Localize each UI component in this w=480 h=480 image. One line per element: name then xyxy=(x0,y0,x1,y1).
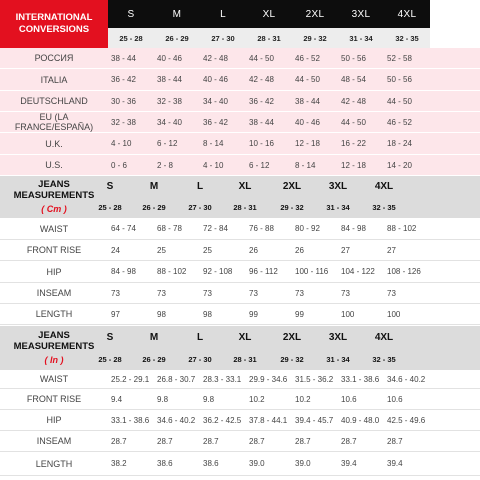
size-header-l xyxy=(200,0,246,48)
table-cell: 28.7 xyxy=(341,436,357,446)
table-cell: 44 - 50 xyxy=(249,53,274,63)
section-size-label: 2XL xyxy=(282,331,302,343)
size-label: XL xyxy=(246,0,292,28)
table-cell: 38 - 44 xyxy=(249,117,274,127)
table-cell: 33.1 - 38.6 xyxy=(111,415,150,425)
measurement-label: WAIST xyxy=(39,374,69,384)
table-cell: 99 xyxy=(295,309,304,319)
table-cell: 4 - 10 xyxy=(203,160,224,170)
section-size-label: L xyxy=(196,181,204,192)
table-cell: 28.7 xyxy=(249,436,265,446)
table-cell: 16 - 22 xyxy=(341,139,366,148)
measurement-label: FRONT RISE xyxy=(26,394,82,404)
table-cell: 25 xyxy=(157,245,166,255)
table-cell: 25 xyxy=(203,245,212,255)
table-cell: 44 - 50 xyxy=(387,96,412,106)
table-cell: 33.1 - 38.6 xyxy=(341,374,380,384)
table-cell: 42.5 - 49.6 xyxy=(387,415,426,425)
size-header-2xl xyxy=(292,0,338,48)
table-cell: 18 - 24 xyxy=(387,139,412,148)
table-cell: 28.3 - 33.1 xyxy=(203,374,242,384)
table-cell: 42 - 48 xyxy=(341,96,366,106)
section-size-range: 29 - 32 xyxy=(280,203,304,212)
table-cell: 8 - 14 xyxy=(295,160,316,170)
section-unit: ( In ) xyxy=(44,355,64,366)
table-cell: 26 xyxy=(295,245,304,255)
size-header-xl xyxy=(246,0,292,48)
table-cell: 80 - 92 xyxy=(295,224,320,233)
section-size-label: S xyxy=(106,181,114,192)
table-cell: 97 xyxy=(111,309,120,319)
conversion-row-label: U.K. xyxy=(45,138,63,149)
measurement-label: INSEAM xyxy=(36,288,72,298)
table-cell: 73 xyxy=(111,288,120,298)
section-size-range: 26 - 29 xyxy=(142,203,166,212)
table-cell: 34 - 40 xyxy=(157,117,182,127)
table-cell: 38 - 44 xyxy=(157,75,182,84)
table-cell: 28.7 xyxy=(111,436,127,446)
table-cell: 26.8 - 30.7 xyxy=(157,374,196,384)
size-range: 26 - 29 xyxy=(154,28,200,48)
table-cell: 100 xyxy=(387,309,401,319)
table-cell: 26 xyxy=(249,245,258,255)
table-cell: 108 - 126 xyxy=(387,267,421,276)
table-cell: 38.6 xyxy=(203,459,219,468)
section-size-range: 32 - 35 xyxy=(372,354,396,364)
table-cell: 44 - 50 xyxy=(295,75,320,84)
table-cell: 12 - 18 xyxy=(295,139,320,148)
table-cell: 14 - 20 xyxy=(387,160,412,170)
section-size-range: 32 - 35 xyxy=(372,203,396,212)
table-cell: 27 xyxy=(341,245,350,255)
table-cell: 88 - 102 xyxy=(387,224,417,233)
cm-section-row-waist xyxy=(0,218,480,240)
table-cell: 73 xyxy=(249,288,258,298)
table-cell: 6 - 12 xyxy=(157,139,178,148)
table-cell: 40 - 46 xyxy=(157,53,182,63)
section-size-range: 26 - 29 xyxy=(142,354,166,364)
table-cell: 10.2 xyxy=(295,394,311,404)
section-size-range: 27 - 30 xyxy=(188,203,212,212)
table-cell: 34.6 - 40.2 xyxy=(157,415,196,425)
table-cell: 10.2 xyxy=(249,394,265,404)
table-cell: 34 - 40 xyxy=(203,96,228,106)
size-header-s xyxy=(108,0,154,48)
table-cell: 12 - 18 xyxy=(341,160,366,170)
table-cell: 27 xyxy=(387,245,396,255)
table-cell: 40 - 46 xyxy=(295,117,320,127)
table-cell: 32 - 38 xyxy=(111,117,136,127)
table-cell: 68 - 78 xyxy=(157,224,182,233)
size-label: L xyxy=(200,0,246,28)
conversion-row-label: EU (LA FRANCE/ESPAÑA) xyxy=(14,112,94,132)
section-size-label: 2XL xyxy=(282,181,302,192)
table-cell: 25.2 - 29.1 xyxy=(111,374,150,384)
conversion-row-label: ITALIA xyxy=(40,74,68,85)
table-cell: 6 - 12 xyxy=(249,160,270,170)
in-section-header xyxy=(0,326,480,370)
table-cell: 73 xyxy=(203,288,212,298)
intl-title-line-2: CONVERSIONS xyxy=(18,24,90,35)
table-cell: 30 - 36 xyxy=(111,96,136,106)
conversion-row-u-s xyxy=(0,155,480,176)
table-cell: 50 - 56 xyxy=(341,53,366,63)
table-cell: 104 - 122 xyxy=(341,267,375,276)
table-cell: 38.6 xyxy=(157,459,173,468)
table-cell: 92 - 108 xyxy=(203,267,233,276)
table-cell: 76 - 88 xyxy=(249,224,274,233)
size-range: 25 - 28 xyxy=(108,28,154,48)
section-size-range: 31 - 34 xyxy=(326,203,350,212)
table-cell: 36 - 42 xyxy=(111,75,136,84)
table-cell: 73 xyxy=(387,288,396,298)
table-cell: 42 - 48 xyxy=(203,53,228,63)
section-title-line-1: JEANS xyxy=(38,329,70,341)
table-cell: 28.7 xyxy=(387,436,403,446)
section-size-label: XL xyxy=(238,181,252,192)
conversion-row-label: РОССИЯ xyxy=(34,53,74,63)
table-cell: 100 xyxy=(341,309,355,319)
table-cell: 8 - 14 xyxy=(203,139,224,148)
measurement-label: HIP xyxy=(46,415,62,425)
section-size-label: L xyxy=(196,331,204,343)
table-cell: 24 xyxy=(111,245,120,255)
conversion-row-label: DEUTSCHLAND xyxy=(20,96,88,106)
section-title-line-2: MEASUREMENTS xyxy=(13,190,95,202)
table-cell: 10.6 xyxy=(387,394,403,404)
in-section-row-waist xyxy=(0,370,480,389)
size-label: S xyxy=(108,0,154,28)
in-section-row-front-rise xyxy=(0,389,480,410)
table-cell: 46 - 52 xyxy=(295,53,320,63)
table-cell: 9.8 xyxy=(203,394,215,404)
table-cell: 2 - 8 xyxy=(157,160,174,170)
table-cell: 39.4 - 45.7 xyxy=(295,415,334,425)
conversion-row-eu-la-france-espa-a xyxy=(0,112,480,133)
table-cell: 31.5 - 36.2 xyxy=(295,374,334,384)
table-cell: 36 - 42 xyxy=(203,117,228,127)
size-range: 32 - 35 xyxy=(384,28,430,48)
section-size-range: 28 - 31 xyxy=(233,203,257,212)
conversion-row-россия xyxy=(0,48,480,69)
table-cell: 28.7 xyxy=(203,436,219,446)
section-size-range: 25 - 28 xyxy=(98,203,122,212)
table-cell: 40 - 46 xyxy=(203,75,228,84)
intl-title-line-1: INTERNATIONAL xyxy=(15,12,93,24)
section-size-label: 4XL xyxy=(374,331,394,343)
table-cell: 39.0 xyxy=(295,459,311,468)
table-cell: 9.4 xyxy=(111,394,123,404)
measurement-label: INSEAM xyxy=(36,436,72,446)
cm-section-row-inseam xyxy=(0,283,480,304)
section-size-label: M xyxy=(149,181,159,192)
table-cell: 84 - 98 xyxy=(111,267,136,276)
conversion-row-label: U.S. xyxy=(45,160,63,170)
measurement-label: LENGTH xyxy=(35,309,73,319)
size-label: 3XL xyxy=(338,0,384,28)
table-cell: 36.2 - 42.5 xyxy=(203,415,242,425)
in-section-row-length xyxy=(0,452,480,476)
table-cell: 52 - 58 xyxy=(387,53,412,63)
table-cell: 100 - 116 xyxy=(295,267,329,276)
size-range: 27 - 30 xyxy=(200,28,246,48)
conversion-row-deutschland xyxy=(0,91,480,112)
table-cell: 99 xyxy=(249,309,258,319)
cm-section-header xyxy=(0,176,480,218)
section-size-range: 27 - 30 xyxy=(188,354,212,364)
section-unit: ( Cm ) xyxy=(41,204,67,215)
table-cell: 39.0 xyxy=(249,459,265,468)
table-cell: 39.4 xyxy=(341,459,357,468)
size-label: 2XL xyxy=(292,0,338,28)
table-cell: 64 - 74 xyxy=(111,224,136,233)
cm-section-row-length xyxy=(0,304,480,325)
table-cell: 29.9 - 34.6 xyxy=(249,374,288,384)
table-cell: 42 - 48 xyxy=(249,75,274,84)
table-cell: 36 - 42 xyxy=(249,96,274,106)
table-cell: 10 - 16 xyxy=(249,139,274,148)
section-size-range: 31 - 34 xyxy=(326,354,350,364)
table-cell: 84 - 98 xyxy=(341,224,366,233)
table-cell: 38 - 44 xyxy=(111,53,136,63)
table-cell: 32 - 38 xyxy=(157,96,182,106)
section-size-label: 3XL xyxy=(328,181,348,192)
section-size-range: 25 - 28 xyxy=(98,354,122,364)
table-cell: 50 - 56 xyxy=(387,75,412,84)
table-cell: 98 xyxy=(203,309,212,319)
table-cell: 73 xyxy=(295,288,304,298)
section-size-label: M xyxy=(149,331,159,343)
measurement-label: HIP xyxy=(46,266,62,277)
table-cell: 39.4 xyxy=(387,459,403,468)
cm-section-row-front-rise xyxy=(0,240,480,261)
table-cell: 46 - 52 xyxy=(387,117,412,127)
table-cell: 98 xyxy=(157,309,166,319)
size-label: 4XL xyxy=(384,0,430,28)
measurement-label: LENGTH xyxy=(35,458,73,469)
table-cell: 44 - 50 xyxy=(341,117,366,127)
table-cell: 96 - 112 xyxy=(249,267,278,276)
measurement-label: FRONT RISE xyxy=(26,245,82,255)
table-cell: 40.9 - 48.0 xyxy=(341,415,380,425)
table-cell: 48 - 54 xyxy=(341,75,366,84)
table-cell: 28.7 xyxy=(295,436,311,446)
section-size-range: 28 - 31 xyxy=(233,354,257,364)
table-cell: 28.7 xyxy=(157,436,173,446)
size-label: M xyxy=(154,0,200,28)
table-cell: 10.6 xyxy=(341,394,357,404)
in-section-row-hip xyxy=(0,410,480,431)
conversion-row-italia xyxy=(0,69,480,91)
size-range: 31 - 34 xyxy=(338,28,384,48)
table-cell: 9.8 xyxy=(157,394,169,404)
size-header-4xl xyxy=(384,0,430,48)
in-section-row-inseam xyxy=(0,431,480,452)
measurement-label: WAIST xyxy=(39,223,69,234)
section-title-line-1: JEANS xyxy=(38,178,70,190)
table-cell: 73 xyxy=(341,288,350,298)
size-range: 29 - 32 xyxy=(292,28,338,48)
table-cell: 4 - 10 xyxy=(111,139,132,148)
table-cell: 73 xyxy=(157,288,166,298)
table-cell: 0 - 6 xyxy=(111,160,128,170)
table-cell: 37.8 - 44.1 xyxy=(249,415,288,425)
table-cell: 72 - 84 xyxy=(203,224,228,233)
table-cell: 88 - 102 xyxy=(157,267,187,276)
international-conversions-header xyxy=(0,0,108,48)
size-header-3xl xyxy=(338,0,384,48)
size-range: 28 - 31 xyxy=(246,28,292,48)
section-size-label: XL xyxy=(238,331,252,343)
conversion-row-u-k xyxy=(0,133,480,155)
table-cell: 34.6 - 40.2 xyxy=(387,374,426,384)
section-size-label: 3XL xyxy=(328,331,348,343)
section-size-range: 29 - 32 xyxy=(280,354,304,364)
section-title-line-2: MEASUREMENTS xyxy=(13,341,95,353)
table-cell: 38 - 44 xyxy=(295,96,320,106)
cm-section-row-hip xyxy=(0,261,480,283)
section-size-label: 4XL xyxy=(374,181,394,192)
size-header-m xyxy=(154,0,200,48)
section-size-label: S xyxy=(106,331,114,343)
table-cell: 38.2 xyxy=(111,459,127,468)
